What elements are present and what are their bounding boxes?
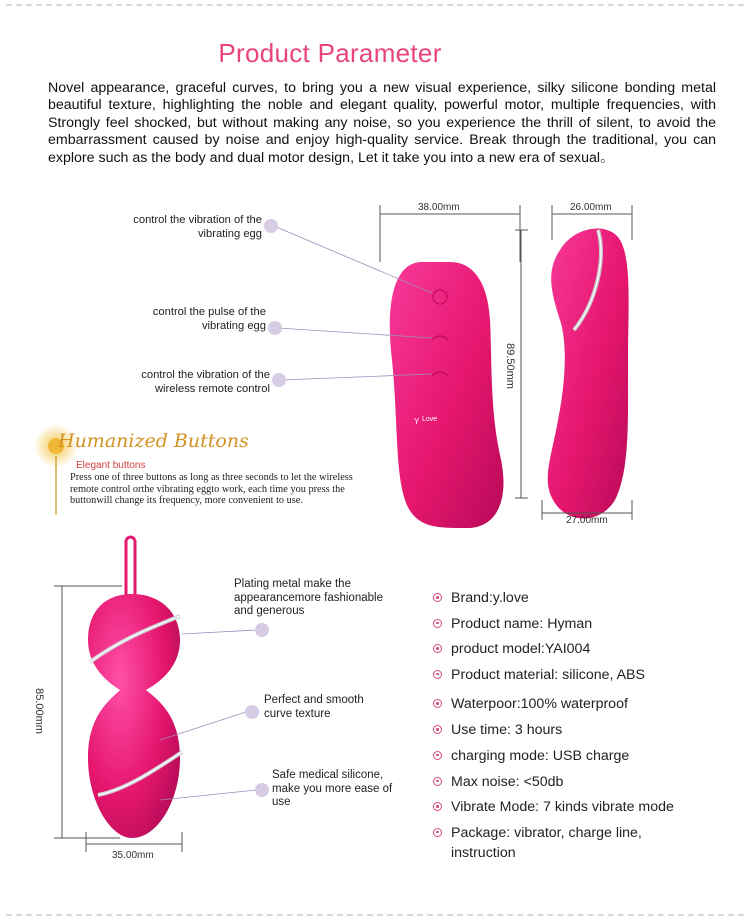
- dim-side-bottom: 27.00mm: [566, 515, 608, 526]
- bullet-icon: [433, 777, 442, 786]
- humanized-title: Humanized Buttons: [58, 430, 249, 452]
- dim-width: 38.00mm: [418, 202, 460, 213]
- note-dot-1: [264, 219, 278, 233]
- remote-logo-label: Love: [422, 416, 438, 423]
- note-pulse-egg: control the pulse of the vibrating egg: [152, 306, 266, 332]
- dim-egg-width: 35.00mm: [112, 850, 154, 861]
- bullet-icon: [433, 670, 442, 679]
- dim-egg-height: 85.00mm: [32, 688, 45, 734]
- spec-item: Product material: silicone, ABS: [433, 665, 733, 691]
- bullet-icon: [433, 619, 442, 628]
- note-plating: Plating metal make the appearancemore fashionable and generous: [234, 578, 383, 617]
- dim-height: 89.50mm: [503, 343, 516, 389]
- note-dot-2: [268, 321, 282, 335]
- egg-dot-2: [245, 705, 259, 719]
- intro-paragraph: Novel appearance, graceful curves, to bring you a new visual experience, silky silicone bonding metal beautiful texture, highlighting the noble and elegant quality, powerful motor, multiple frequencies, with Strongly feel shocked, but without making any noise, so you experience the thrill of silent, to avoid the embarrassment caused by noise and enjoy high-quality service. Break through the traditional, you can explore such as the body and dual motor design, Let it take you into a new era of sexual。: [48, 80, 716, 166]
- spec-item: Package: vibrator, charge line, instruction: [433, 823, 701, 863]
- dim-side-top: 26.00mm: [570, 202, 612, 213]
- spec-item: Vibrate Mode: 7 kinds vibrate mode: [433, 797, 733, 823]
- bullet-icon: [433, 725, 442, 734]
- note-dot-3: [272, 373, 286, 387]
- humanized-text: Press one of three buttons as long as three seconds to let the wireless remote control orthe vibrating eggto work, each time you press the buttonwill change its frequency, more convenient to use.: [70, 472, 353, 507]
- note-curve: Perfect and smooth curve texture: [264, 694, 364, 720]
- humanized-subtitle: Elegant buttons: [76, 460, 146, 471]
- bullet-icon: [433, 593, 442, 602]
- spec-item: Product name: Hyman: [433, 614, 733, 640]
- note-vibration-egg: control the vibration of the vibrating egg: [133, 214, 262, 240]
- bullet-icon: [433, 699, 442, 708]
- remote-front-view: [390, 262, 504, 528]
- spec-item: charging mode: USB charge: [433, 746, 733, 772]
- egg-dot-1: [255, 623, 269, 637]
- bullet-icon: [433, 802, 442, 811]
- egg-dot-3: [255, 783, 269, 797]
- spec-item: Use time: 3 hours: [433, 720, 733, 746]
- spec-item: Waterpoor:100% waterproof: [433, 690, 733, 720]
- spec-list: [433, 588, 733, 863]
- spec-item: product model:YAI004: [433, 639, 733, 665]
- remote-side-view: [548, 229, 629, 519]
- kegel-egg: [88, 537, 182, 838]
- note-silicone: Safe medical silicone, make you more ease of use: [272, 769, 393, 808]
- spec-item: Brand:y.love: [433, 588, 733, 614]
- remote-logo: Y: [414, 417, 420, 426]
- note-vibration-remote: control the vibration of the wireless remote control: [141, 369, 270, 395]
- spec-item: Max noise: <50db: [433, 772, 733, 798]
- bullet-icon: [433, 751, 442, 760]
- bullet-icon: [433, 644, 442, 653]
- bullet-icon: [433, 828, 442, 837]
- page-title: Product Parameter: [218, 38, 442, 68]
